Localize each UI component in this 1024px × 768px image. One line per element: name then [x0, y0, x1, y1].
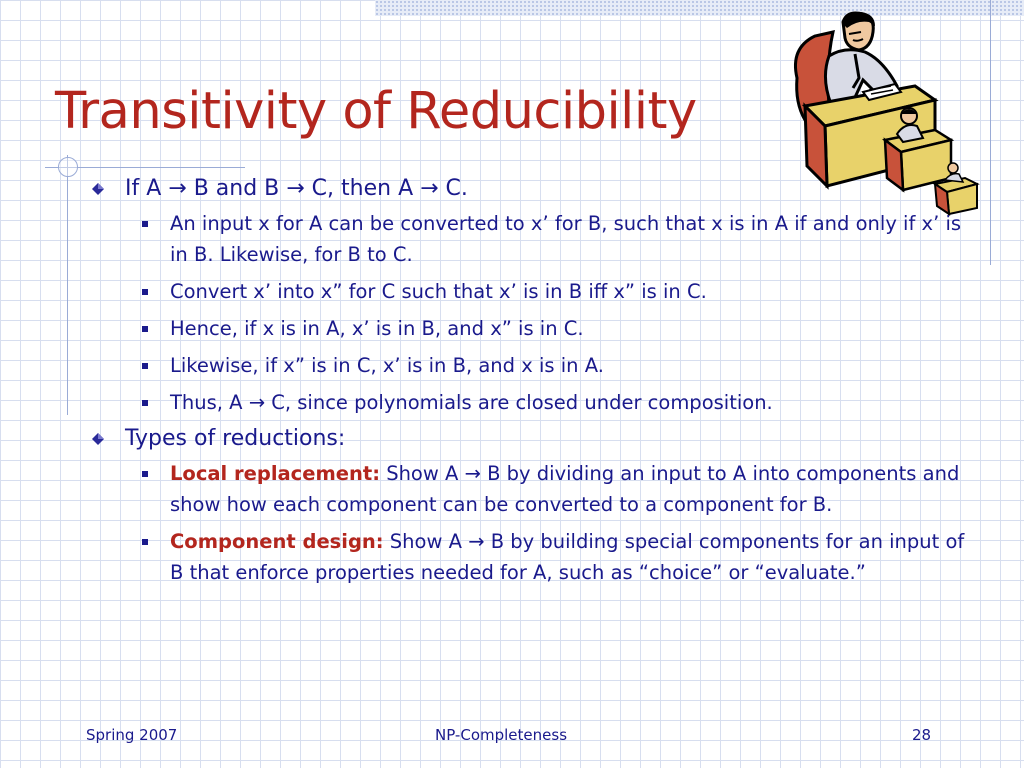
term-label: Local replacement: [170, 462, 380, 485]
sub-bullet [90, 276, 980, 307]
bullet-text: Types of reductions: [125, 426, 346, 451]
sub-bullet [90, 208, 980, 270]
square-bullet-icon [142, 400, 148, 406]
square-bullet-icon [142, 326, 148, 332]
sub-bullet-text: An input x for A can be converted to x’ for B, such that x is in A if and only if x’ is in B. Likewise, for B to C. [170, 212, 962, 266]
decor-vertical-line-left [67, 155, 68, 415]
sub-bullet [90, 313, 980, 344]
sub-bullet-text: Likewise, if x” is in C, x’ is in B, and x is in A. [170, 354, 604, 377]
square-bullet-icon [142, 221, 148, 227]
slide-number: 28 [912, 726, 932, 744]
sub-bullet-text: Show A → B by dividing an input to A into components and show how each component can be converted to a component for B. [170, 462, 960, 516]
diamond-bullet-icon [92, 183, 104, 195]
sub-bullet-text: Thus, A → C, since polynomials are closed under composition. [170, 391, 773, 414]
diamond-bullet-icon [92, 433, 104, 445]
sub-bullet [90, 387, 980, 418]
decor-vertical-line-right [990, 0, 991, 265]
sub-bullet [90, 350, 980, 381]
square-bullet-icon [142, 363, 148, 369]
square-bullet-icon [142, 539, 148, 545]
bullet-types-of-reductions [90, 424, 980, 454]
square-bullet-icon [142, 289, 148, 295]
slide-content [90, 174, 980, 594]
sub-bullet-component-design [90, 526, 980, 588]
sub-bullet-text: Hence, if x is in A, x’ is in B, and x” is in C. [170, 317, 584, 340]
footer-date: Spring 2007 [86, 726, 178, 744]
sub-bullet-text: Show A → B by building special components for an input of B that enforce properties needed for A, such as “choice” or “evaluate.” [170, 530, 965, 584]
square-bullet-icon [142, 471, 148, 477]
sub-bullet-local-replacement [90, 458, 980, 520]
bullet-transitivity [90, 174, 980, 204]
bullet-text: If A → B and B → C, then A → C. [125, 176, 468, 201]
decor-circle-icon [58, 157, 78, 177]
footer-topic: NP-Completeness [435, 726, 568, 744]
sub-bullet-text: Convert x’ into x” for C such that x’ is in B iff x” is in C. [170, 280, 707, 303]
slide-title: Transitivity of Reducibility [55, 82, 697, 141]
term-label: Component design: [170, 530, 384, 553]
